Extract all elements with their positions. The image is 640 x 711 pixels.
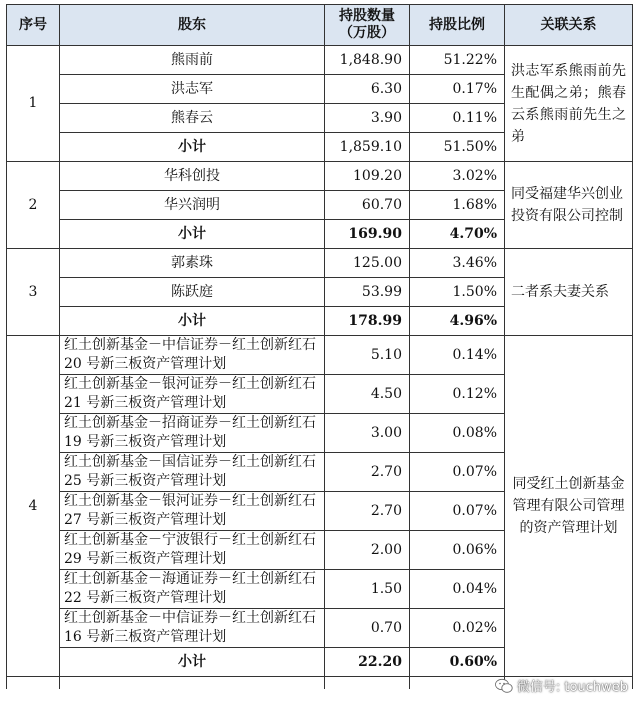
holder-name: 华科创投	[60, 162, 325, 191]
holder-shares: 125.00	[325, 249, 410, 278]
group-seq: 3	[7, 249, 60, 336]
header-ratio: 持股比例	[410, 5, 505, 46]
group-relation: 同受福建华兴创业投资有限公司控制	[505, 162, 633, 249]
holder-name: 洪志军	[60, 75, 325, 104]
table-row	[7, 162, 633, 191]
holder-name: 红土创新基金－招商证券－红土创新红石 19 号新三板资产管理计划	[60, 414, 325, 453]
holder-shares: 53.99	[325, 278, 410, 307]
holder-shares: 2.70	[325, 492, 410, 531]
holder-shares: 4.50	[325, 375, 410, 414]
holder-name: 红土创新基金－国信证券－红土创新红石 25 号新三板资产管理计划	[60, 453, 325, 492]
holder-shares: 3.90	[325, 104, 410, 133]
cut-cell	[325, 677, 410, 690]
holder-name: 红土创新基金－银河证券－红土创新红石 27 号新三板资产管理计划	[60, 492, 325, 531]
holder-shares: 1.50	[325, 570, 410, 609]
holder-name: 华兴润明	[60, 191, 325, 220]
subtotal-label: 小计	[60, 648, 325, 677]
holder-ratio: 0.11%	[410, 104, 505, 133]
holder-ratio: 0.12%	[410, 375, 505, 414]
subtotal-ratio: 4.96%	[410, 307, 505, 336]
header-shares: 持股数量（万股）	[325, 5, 410, 46]
header-row	[7, 5, 633, 46]
holder-ratio: 3.46%	[410, 249, 505, 278]
table-row	[7, 46, 633, 75]
subtotal-label: 小计	[60, 133, 325, 162]
holder-ratio: 0.02%	[410, 609, 505, 648]
holder-name: 陈跃庭	[60, 278, 325, 307]
holder-ratio: 0.06%	[410, 531, 505, 570]
holder-name: 红土创新基金－银河证券－红土创新红石 21 号新三板资产管理计划	[60, 375, 325, 414]
holder-ratio: 0.07%	[410, 453, 505, 492]
holder-name: 红土创新基金－中信证券－红土创新红石 20 号新三板资产管理计划	[60, 336, 325, 375]
group-relation: 二者系夫妻关系	[505, 249, 633, 336]
holder-ratio: 0.17%	[410, 75, 505, 104]
holder-ratio: 51.22%	[410, 46, 505, 75]
holder-shares: 6.30	[325, 75, 410, 104]
holder-name: 红土创新基金－宁波银行－红土创新红石 29 号新三板资产管理计划	[60, 531, 325, 570]
group-seq: 1	[7, 46, 60, 162]
header-relation: 关联关系	[505, 5, 633, 46]
watermark-text: 微信号: touchweb	[516, 680, 628, 695]
holder-name: 红土创新基金－中信证券－红土创新红石 16 号新三板资产管理计划	[60, 609, 325, 648]
holder-ratio: 3.02%	[410, 162, 505, 191]
holder-shares: 60.70	[325, 191, 410, 220]
subtotal-label: 小计	[60, 220, 325, 249]
holder-shares: 1,848.90	[325, 46, 410, 75]
cut-cell	[410, 677, 505, 690]
holder-name: 红土创新基金－海通证券－红土创新红石 22 号新三板资产管理计划	[60, 570, 325, 609]
subtotal-ratio: 0.60%	[410, 648, 505, 677]
holder-ratio: 1.50%	[410, 278, 505, 307]
cut-cell	[60, 677, 325, 690]
holder-shares: 0.70	[325, 609, 410, 648]
holder-ratio: 0.14%	[410, 336, 505, 375]
holder-name: 熊春云	[60, 104, 325, 133]
table-row	[7, 336, 633, 375]
subtotal-ratio: 4.70%	[410, 220, 505, 249]
holder-ratio: 1.68%	[410, 191, 505, 220]
subtotal-shares: 178.99	[325, 307, 410, 336]
holder-ratio: 0.07%	[410, 492, 505, 531]
watermark	[495, 676, 628, 695]
table-row	[7, 249, 633, 278]
holder-shares: 5.10	[325, 336, 410, 375]
holder-shares: 2.00	[325, 531, 410, 570]
cut-cell	[7, 677, 60, 690]
wechat-icon	[495, 678, 513, 694]
group-relation: 洪志军系熊雨前先生配偶之弟；熊春云系熊雨前先生之弟	[505, 46, 633, 162]
subtotal-shares: 169.90	[325, 220, 410, 249]
subtotal-ratio: 51.50%	[410, 133, 505, 162]
holder-ratio: 0.04%	[410, 570, 505, 609]
subtotal-shares: 1,859.10	[325, 133, 410, 162]
shareholder-relation-table	[6, 4, 633, 689]
holder-shares: 2.70	[325, 453, 410, 492]
holder-ratio: 0.08%	[410, 414, 505, 453]
holder-shares: 109.20	[325, 162, 410, 191]
group-seq: 4	[7, 336, 60, 677]
holder-name: 郭素珠	[60, 249, 325, 278]
holder-name: 熊雨前	[60, 46, 325, 75]
holder-shares: 3.00	[325, 414, 410, 453]
group-relation: 同受红土创新基金管理有限公司管理的资产管理计划	[505, 336, 633, 677]
group-seq: 2	[7, 162, 60, 249]
subtotal-shares: 22.20	[325, 648, 410, 677]
header-holder: 股东	[60, 5, 325, 46]
subtotal-label: 小计	[60, 307, 325, 336]
header-seq: 序号	[7, 5, 60, 46]
